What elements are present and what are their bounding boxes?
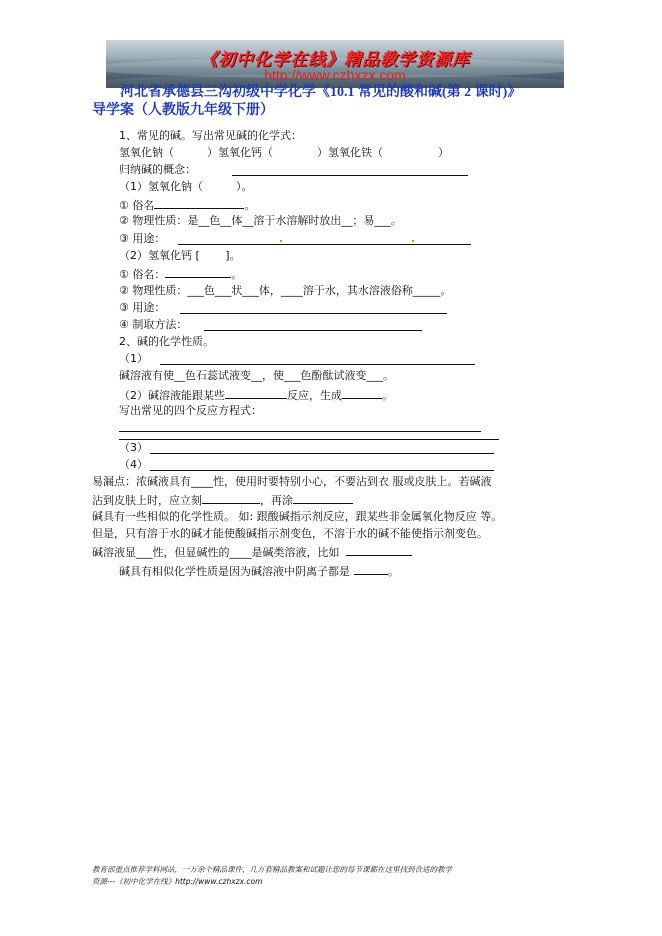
stray-mark (280, 240, 282, 242)
similar-properties-note: 碱具有一些相似的化学性质。 如: 跟酸碱指示剂反应，跟某些非金属氧化物反应 等。 (92, 510, 503, 523)
footer-note (92, 864, 592, 888)
caoh2-common-name: ① 俗名： 。 (119, 268, 243, 281)
property-3-label: （3） (119, 441, 148, 454)
property-4-label: （4） (119, 458, 148, 471)
section-2-heading: 2、碱的化学性质。 (119, 335, 214, 348)
answer-blank[interactable] (342, 387, 382, 399)
title-line-1: 河北省承德县三沟初级中学化学《10.1 常见的酸和碱(第 2 课时)》 (120, 85, 522, 100)
answer-blank[interactable] (346, 544, 412, 556)
section-1-heading: 1、常见的碱。写出常见碱的化学式： (119, 129, 302, 142)
answer-blank[interactable] (293, 492, 353, 504)
answer-blank[interactable] (165, 266, 231, 278)
stray-mark (412, 240, 414, 242)
answer-blank[interactable] (154, 197, 244, 209)
property-1-label: （1） (119, 352, 148, 365)
property-2-statement: （2）碱溶液能跟某些 反应，生成 。 (119, 389, 393, 402)
answer-blank[interactable] (202, 492, 260, 504)
solubility-note: 但是，只有溶于水的碱才能使酸碱指示剂变色，不溶于水的碱不能使指示剂变色。 (92, 527, 488, 540)
caution-note: 易漏点：浓碱液具有____性，使用时要特别小心，不要沾到衣 服或皮肤上。若碱液 (92, 475, 492, 488)
footer-line-2: 资源---《初中化学在线》http://www.czhxzx.com (92, 877, 263, 886)
caoh2-heading: （2）氢氧化钙 [ ]。 (119, 249, 241, 262)
title-line-2: 导学案（人教版九年级下册） (92, 103, 274, 118)
answer-blank[interactable] (180, 313, 447, 314)
base-concept-label: 归纳碱的概念： (119, 163, 196, 176)
header-banner (106, 40, 564, 88)
caoh2-preparation-label: ④ 制取方法： (119, 318, 188, 331)
indicator-statement: 碱溶液有使__色石蕊试液变__，使___色酚酞试液变___。 (119, 369, 394, 382)
naoh-physical-properties: ② 物理性质：是__色__体__溶于水溶解时放出__；易___。 (119, 214, 402, 227)
answer-blank[interactable] (354, 563, 388, 575)
answer-blank[interactable] (204, 330, 422, 331)
footer-line-1: 教育部重点推荐学科网站，一万余个精品课件，几万套精品教案和试题让您的每节课都在这里找到合适的教学 (92, 865, 452, 874)
answer-blank[interactable] (178, 244, 471, 245)
banner-title: 《初中化学在线》精品教学资源库 (200, 50, 470, 70)
banner-url[interactable]: http://www.czhxzx.com (264, 67, 406, 83)
first-aid-note: 沾到皮肤上时，应立刻 ，再涂 (92, 492, 353, 508)
formula-prompt: 氢氧化钠（ ）氢氧化钙（ ）氢氧化铁（ ） (119, 146, 449, 159)
answer-blank[interactable] (225, 387, 287, 399)
answer-line[interactable] (119, 439, 499, 440)
answer-blank[interactable] (150, 453, 494, 454)
naoh-common-name: ① 俗名 。 (119, 199, 256, 212)
answer-line[interactable] (119, 431, 481, 432)
answer-blank[interactable] (150, 470, 494, 471)
anion-question: 碱具有相似化学性质是因为碱溶液中阴离子都是 。 (119, 565, 399, 578)
naoh-uses-label: ③ 用途： (119, 232, 166, 245)
answer-blank[interactable] (160, 364, 475, 365)
caoh2-physical-properties: ② 物理性质：___色___状___体，____溶于水，其水溶液俗称_____。 (119, 284, 452, 297)
page-title (92, 84, 592, 120)
equations-prompt: 写出常见的四个反应方程式： (119, 404, 262, 417)
caoh2-uses-label: ③ 用途： (119, 301, 166, 314)
naoh-heading: （1）氢氧化钠（ ）。 (119, 180, 253, 193)
answer-blank[interactable] (232, 175, 468, 176)
alkalinity-note: 碱溶液显___性，但显碱性的____是碱类溶液，比如 (92, 544, 412, 560)
